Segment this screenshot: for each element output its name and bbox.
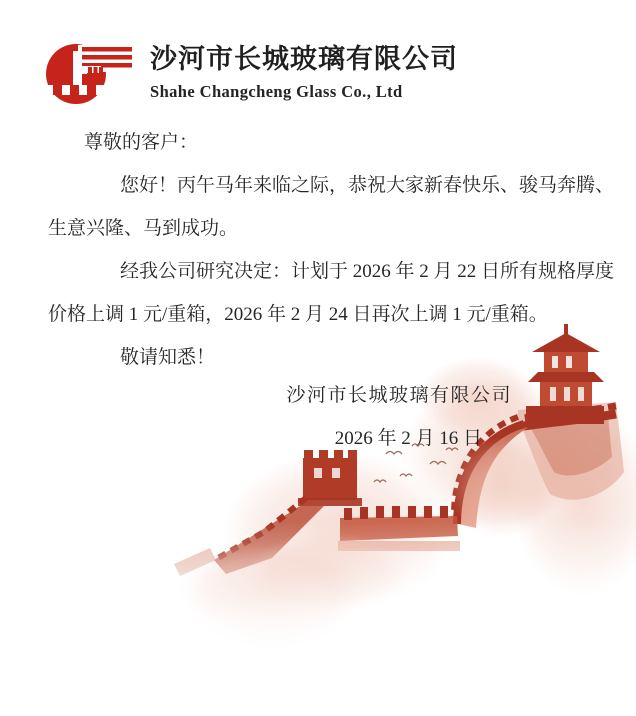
letter-body bbox=[48, 121, 615, 379]
letter-line-2: 生意兴隆、马到成功。 bbox=[48, 218, 239, 239]
letterhead bbox=[46, 40, 458, 106]
company-name-cn: 沙河市长城玻璃有限公司 bbox=[150, 44, 458, 75]
great-wall-circle-icon bbox=[46, 40, 132, 106]
closing-line: 敬请知悉！ bbox=[120, 347, 216, 368]
letter-line-4: 价格上调 1 元/重箱，2026 年 2 月 24 日再次上调 1 元/重箱。 bbox=[48, 304, 548, 325]
signature-date: 2026 年 2 月 16 日 bbox=[334, 428, 482, 449]
signature-company: 沙河市长城玻璃有限公司 bbox=[286, 385, 512, 406]
company-name-en: Shahe Changcheng Glass Co., Ltd bbox=[150, 81, 403, 101]
letter-line-1: 您好！丙午马年来临之际，恭祝大家新春快乐、骏马奔腾、 bbox=[120, 175, 615, 196]
company-titles bbox=[150, 44, 458, 101]
letter-line-3: 经我公司研究决定：计划于 2026 年 2 月 22 日所有规格厚度 bbox=[120, 261, 615, 282]
signature-block bbox=[0, 383, 588, 452]
salutation: 尊敬的客户： bbox=[84, 132, 199, 153]
